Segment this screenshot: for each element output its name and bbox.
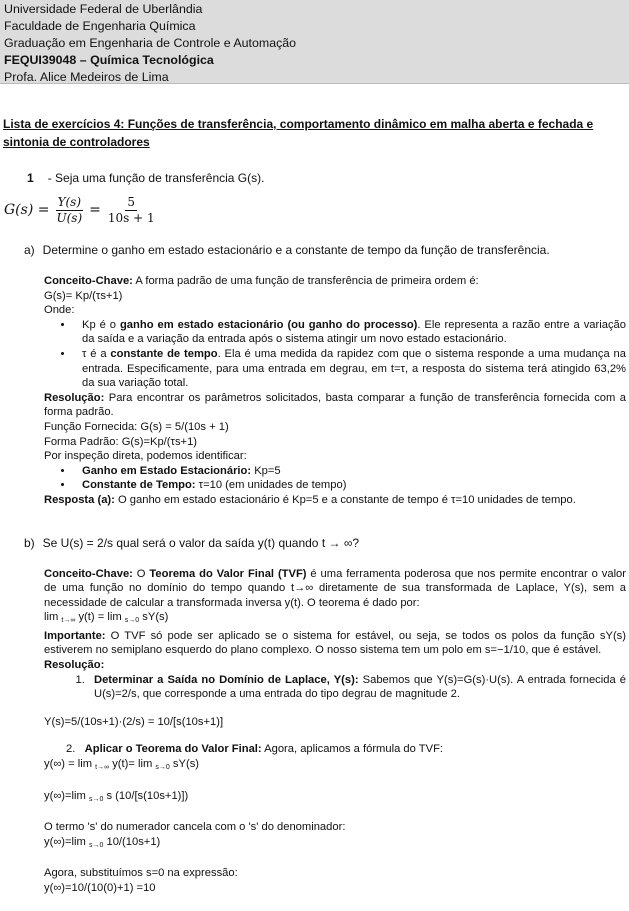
list-item: 1. Determinar a Saída no Domínio de Laplace, Y(s): Sabemos que Y(s)=G(s)·U(s). A entrada fornecida é U(s)=2/s, que corresponde a uma entrada do tipo degrau de magnitude 2.: [88, 673, 626, 702]
university-name: Universidade Federal de Uberlândia: [4, 2, 203, 16]
answer-label: Resposta (a):: [44, 493, 115, 506]
question-1: [27, 171, 629, 185]
standard-function: Forma Padrão: G(s)=Kp/(τs+1): [44, 435, 198, 448]
part-a-solution: [44, 274, 626, 508]
fraction-numerator: Y(s): [57, 194, 82, 209]
part-b-solution: Conceito-Chave: O Teorema do Valor Final (TVF) é uma ferramenta poderosa que nos permite encontrar o valor de uma função no domínio do tempo quando t→∞ diretamente de sua transformada de Laplace, Y(s), sem a necessidade de calcular a transformada inversa y(t). O teorema é dado por: lim $_{t\to\infty}$ y(t) = lim $_{s\to 0}$ sY(s) Importante: O TVF só pode ser aplicado se o sistema for estável, ou seja, se todos os polos da função sY(s) estiverem no semiplano esquerdo do plano complexo. O nosso sistema tem um polo em s=−1/10, que é estável. Resolução: 1. Determinar a Saída no Domínio de Laplace, Y(s): Sabemos que Y(s)=G(s)·U(s). A entrada fornecida é U(s)=2/s, que corresponde a uma entrada do tipo degrau de magnitude 2. Y(s)=5/(10s+1)·(2/s) = 10/[s(10s+1)] 2. Aplicar o Teorema do Valor Final: Agora, aplicamos a fórmula do TVF: y(∞) = lim $_{t\to\infty}$ y(t)= lim $_{s\to 0}$ sY(s) y(∞)=lim $_{s\to 0}$ s (10/[s(10s+1)]) O termo 's' do numerador cancela com o 's' do denominador: y(∞)=lim $_{s\to 0}$ 10/(10s+1) Agora, substituímos s=0 na expressão: y(∞)=10/(10(0)+1) =10: [44, 567, 626, 896]
inspection-text: Por inspeção direta, podemos identificar:: [44, 450, 247, 463]
simplified-limit-equation: y(∞)=lim $_{s\to 0}$ 10/(10s+1): [44, 835, 161, 849]
concept-label: Conceito-Chave:: [44, 275, 133, 287]
list-item: • Ganho em Estado Estacionário: Kp=5: [74, 464, 626, 479]
part-b-question: [24, 536, 629, 550]
limit-equation: y(∞)=lim $_{s\to 0}$ s (10/[s(10s+1)]): [44, 789, 189, 803]
exercise-list-title: Lista de exercícios 4: Funções de transferência, comportamento dinâmico em malha aberta e fechada e sintonia de controladores: [3, 117, 594, 149]
fraction-y-over-u: [54, 195, 84, 226]
fraction-numerator: 5: [127, 194, 136, 209]
standard-form: G(s)= Kp/(τs+1): [44, 289, 123, 302]
fraction-denominator: 10s + 1: [107, 210, 155, 225]
question-text: - Seja uma função de transferência G(s).: [47, 171, 265, 185]
definitions-list: [44, 318, 626, 391]
list-item: • Constante de Tempo: τ=10 (em unidades de tempo): [74, 478, 626, 493]
resolution-label: Resolução:: [44, 659, 105, 672]
where-label: Onde:: [44, 304, 75, 317]
subject-code: FEQUI39048 – Química Tecnológica: [4, 53, 214, 67]
transfer-function-formula: [4, 191, 629, 229]
given-function: Função Fornecida: G(s) = 5/(10s + 1): [44, 420, 229, 433]
steps-list: [44, 673, 626, 702]
document-header: [0, 0, 629, 84]
tvf-equation: y(∞) = lim $_{t\to\infty}$ y(t)= lim $_{s\to 0}$ sY(s): [44, 758, 200, 772]
part-a-question: [24, 243, 629, 257]
cancel-text: O termo 's' do numerador cancela com o 's' do denominador:: [44, 821, 346, 834]
resolution-label: Resolução:: [44, 391, 105, 404]
final-value-theorem: lim $_{t\to\infty}$ y(t) = lim $_{s\to 0}$ sY(s): [44, 611, 169, 625]
concept-text: A forma padrão de uma função de transferência de primeira ordem é:: [132, 275, 479, 287]
substitute-text: Agora, substituímos s=0 na expressão:: [44, 867, 238, 880]
list-item: • τ é a constante de tempo. Ela é uma medida da rapidez com que o sistema responde a uma mudança na entrada. Especificamente, para uma entrada em degrau, em t=τ, a resposta do sistema terá atingido 63,2% da sua variação total.: [74, 347, 626, 391]
part-b-text: Se U(s) = 2/s qual será o valor da saída y(t) quando t → ∞?: [42, 535, 360, 550]
answer-text: O ganho em estado estacionário é Kp=5 e a constante de tempo é τ=10 unidades de tempo.: [114, 493, 576, 506]
part-a-label: a): [24, 243, 35, 257]
concept-label: Conceito-Chave:: [44, 567, 133, 580]
step-2: 2. Aplicar o Teorema do Valor Final: Agora, aplicamos a fórmula do TVF:: [66, 743, 444, 756]
professor-name: Profa. Alice Medeiros de Lima: [4, 70, 169, 84]
question-number: 1: [27, 171, 34, 185]
formula-lhs: G(s) =: [4, 202, 50, 218]
list-item: • Kp é o ganho em estado estacionário (ou ganho do processo). Ele representa a razão entre a variação da saída e a variação da entrada após o sistema atingir um novo estado estacionário.: [74, 318, 626, 347]
part-b-label: b): [24, 535, 35, 550]
final-value-equation: y(∞)=10/(10(0)+1) =10: [44, 882, 156, 894]
part-a-text: Determine o ganho em estado estacionário e a constante de tempo da função de transferência.: [42, 243, 550, 257]
formula-equals: =: [89, 202, 101, 218]
faculty-name: Faculdade de Engenharia Química: [4, 19, 196, 33]
fraction-transfer: [106, 195, 157, 226]
fraction-denominator: U(s): [56, 210, 83, 225]
course-name: Graduação em Engenharia de Controle e Automação: [4, 36, 297, 50]
resolution-text: Para encontrar os parâmetros solicitados, basta comparar a função de transferência fornecida com a forma padrão.: [44, 391, 626, 419]
important-label: Importante:: [44, 629, 106, 642]
parameters-list: [44, 464, 626, 493]
laplace-output-equation: Y(s)=5/(10s+1)·(2/s) = 10/[s(10s+1)]: [44, 715, 224, 728]
important-text: O TVF só pode ser aplicado se o sistema for estável, ou seja, se todos os polos da função sY(s) estiverem no semiplano esquerdo do plano complexo. O nosso sistema tem um polo em s=−1/10, que é estável.: [44, 629, 626, 657]
